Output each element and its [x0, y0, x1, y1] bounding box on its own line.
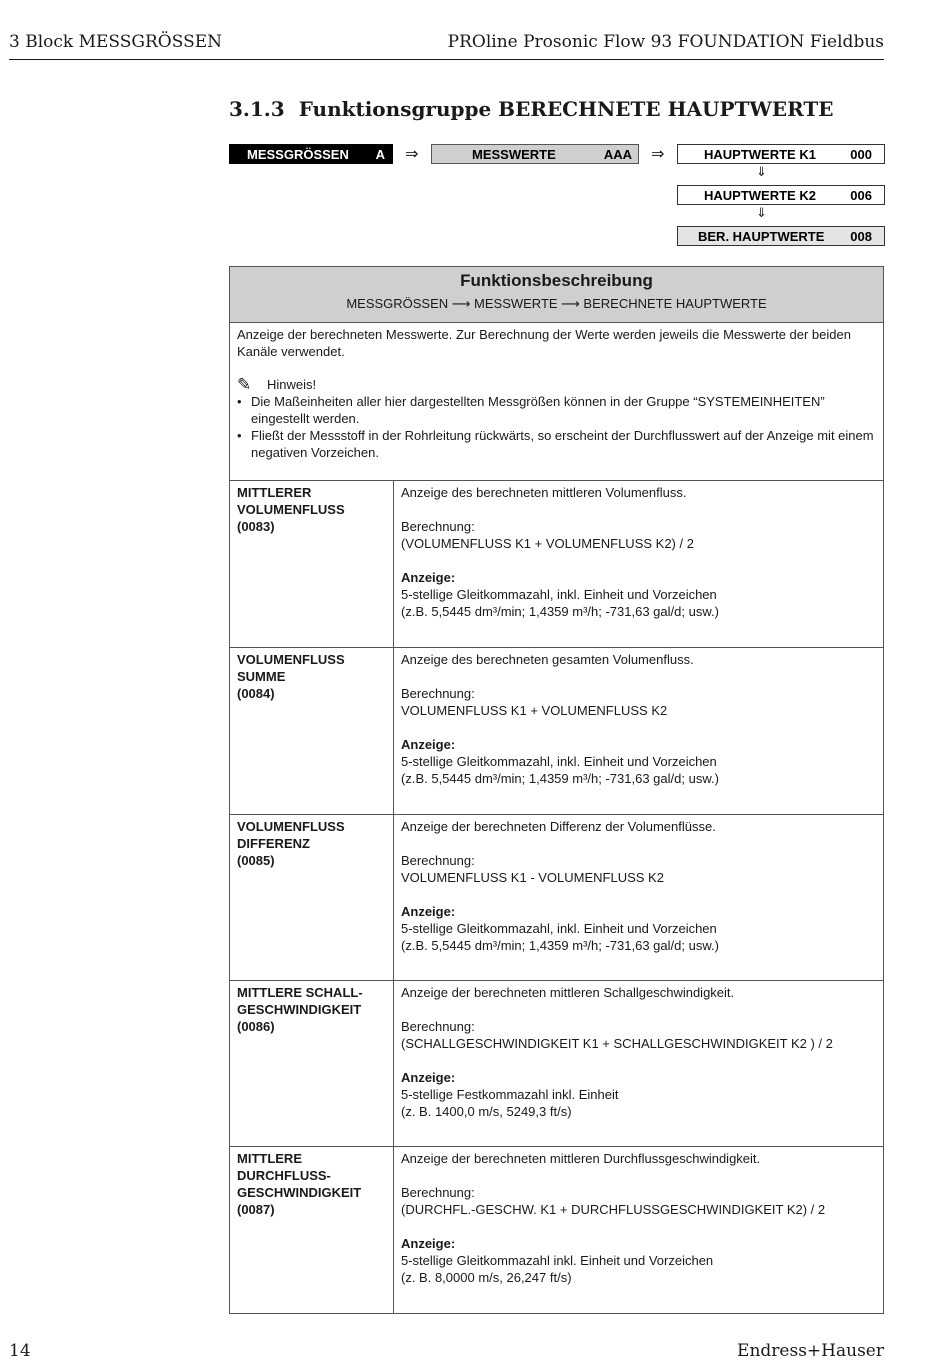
calc-label: Berechnung:: [401, 853, 475, 868]
function-desc-text: Anzeige der berechneten Differenz der Volumenflüsse.: [401, 819, 716, 834]
nav-block-label: MESSGRÖSSEN: [247, 146, 349, 162]
function-code: (0087): [237, 1202, 275, 1217]
arrow-down-icon: ⇓: [756, 205, 767, 220]
function-desc-text: Anzeige der berechneten mittleren Durchflussgeschwindigkeit.: [401, 1151, 761, 1166]
function-name: [230, 1147, 394, 1313]
table-row: [230, 981, 883, 1147]
display-example: (z. B. 8,0000 m/s, 26,247 ft/s): [401, 1270, 572, 1285]
display-format: 5-stellige Festkommazahl inkl. Einheit: [401, 1087, 619, 1102]
function-name-line: VOLUMENFLUSS: [237, 652, 345, 667]
function-code: (0086): [237, 1019, 275, 1034]
function-desc-text: Anzeige der berechneten mittleren Schallgeschwindigkeit.: [401, 985, 735, 1000]
function-name-line: SUMME: [237, 669, 286, 684]
function-name-line: MITTLERER: [237, 485, 312, 500]
function-code: (0084): [237, 686, 275, 701]
nav-group-messwerte: [431, 144, 639, 164]
section-title-text: Funktionsgruppe BERECHNETE HAUPTWERTE: [298, 97, 834, 121]
table-title: Funktionsbeschreibung: [460, 271, 653, 290]
running-header-product: PROline Prosonic Flow 93 FOUNDATION Fieldbus: [447, 32, 884, 52]
nav-block-messgroessen: [229, 144, 393, 164]
nav-item-hauptwerte-k2: [677, 185, 885, 205]
function-desc-text: Anzeige des berechneten mittleren Volumenfluss.: [401, 485, 687, 500]
display-example: (z.B. 5,5445 dm³/min; 1,4359 m³/h; -731,63 gal/d; usw.): [401, 771, 719, 786]
calc-formula: (SCHALLGESCHWINDIGKEIT K1 + SCHALLGESCHWINDIGKEIT K2 ) / 2: [401, 1036, 833, 1051]
display-format: 5-stellige Gleitkommazahl, inkl. Einheit und Vorzeichen: [401, 921, 717, 936]
intro-text: Anzeige der berechneten Messwerte. Zur Berechnung der Werte werden jeweils die Messwerte der beiden Kanäle verwendet.: [237, 327, 851, 359]
function-code: (0083): [237, 519, 275, 534]
display-label: Anzeige:: [401, 1236, 456, 1251]
table-row: [230, 815, 883, 981]
section-title: [229, 97, 834, 121]
display-format: 5-stellige Gleitkommazahl, inkl. Einheit und Vorzeichen: [401, 587, 717, 602]
function-name-line: VOLUMENFLUSS: [237, 819, 345, 834]
list-item: • Fließt der Messstoff in der Rohrleitung rückwärts, so erscheint der Durchflusswert auf der Anzeige mit einem negativen Vorzeichen.: [237, 427, 876, 461]
nav-item-label: HAUPTWERTE K2: [704, 187, 816, 203]
nav-item-hauptwerte-k1: [677, 144, 885, 164]
function-description: [394, 1147, 883, 1313]
calc-label: Berechnung:: [401, 1185, 475, 1200]
calc-formula: VOLUMENFLUSS K1 - VOLUMENFLUSS K2: [401, 870, 664, 885]
display-format: 5-stellige Gleitkommazahl inkl. Einheit und Vorzeichen: [401, 1253, 714, 1268]
function-name-line: VOLUMENFLUSS: [237, 502, 345, 517]
running-header-chapter: 3 Block MESSGRÖSSEN: [9, 32, 223, 52]
function-name-line: GESCHWINDIGKEIT: [237, 1185, 362, 1200]
function-name-line: DURCHFLUSS-: [237, 1168, 331, 1183]
function-name: [230, 648, 394, 814]
function-name: [230, 981, 394, 1146]
arrow-down-icon: ⇓: [756, 164, 767, 179]
list-item: • Die Maßeinheiten aller hier dargestellten Messgrößen können in der Gruppe “SYSTEMEINHEITEN” eingestellt werden.: [237, 393, 876, 427]
nav-group-label: MESSWERTE: [472, 146, 556, 162]
function-description: [394, 648, 883, 814]
table-header: [230, 267, 883, 323]
display-label: Anzeige:: [401, 904, 456, 919]
table-intro: [230, 323, 883, 481]
function-description: [394, 815, 883, 980]
brand-logo: Endress+Hauser: [737, 1341, 884, 1361]
nav-group-code: AAA: [603, 146, 632, 162]
function-name-line: MITTLERE: [237, 1151, 302, 1166]
calc-label: Berechnung:: [401, 519, 475, 534]
arrow-right-icon: ⇒: [651, 146, 665, 163]
function-name-line: GESCHWINDIGKEIT: [237, 1002, 362, 1017]
function-desc-text: Anzeige des berechneten gesamten Volumenfluss.: [401, 652, 694, 667]
arrow-right-icon: ⇒: [405, 146, 419, 163]
calc-formula: (VOLUMENFLUSS K1 + VOLUMENFLUSS K2) / 2: [401, 536, 694, 551]
function-code: (0085): [237, 853, 275, 868]
hint-heading: [237, 376, 876, 393]
nav-item-label: BER. HAUPTWERTE: [698, 228, 825, 244]
header-rule: [9, 59, 884, 60]
section-number: 3.1.3: [229, 97, 285, 121]
calc-formula: VOLUMENFLUSS K1 + VOLUMENFLUSS K2: [401, 703, 668, 718]
calc-label: Berechnung:: [401, 1019, 475, 1034]
function-name: [230, 481, 394, 647]
table-path: MESSGRÖSSEN ⟶ MESSWERTE ⟶ BERECHNETE HAUPTWERTE: [346, 296, 767, 311]
display-label: Anzeige:: [401, 570, 456, 585]
table-row: [230, 481, 883, 648]
hint-text: Die Maßeinheiten aller hier dargestellten Messgrößen können in der Gruppe “SYSTEMEINHEITEN” eingestellt werden.: [251, 394, 825, 426]
function-description: [394, 481, 883, 647]
nav-item-code: 000: [850, 146, 872, 162]
hint-text: Fließt der Messstoff in der Rohrleitung rückwärts, so erscheint der Durchflusswert auf der Anzeige mit einem negativen Vorzeichen.: [251, 428, 874, 460]
page-number: 14: [9, 1341, 31, 1361]
nav-item-ber-hauptwerte: [677, 226, 885, 246]
function-name-line: MITTLERE SCHALL-: [237, 985, 363, 1000]
hint-label: Hinweis!: [267, 377, 317, 392]
nav-item-code: 006: [850, 187, 872, 203]
table-row: [230, 1147, 883, 1313]
calc-label: Berechnung:: [401, 686, 475, 701]
nav-item-label: HAUPTWERTE K1: [704, 146, 816, 162]
calc-formula: (DURCHFL.-GESCHW. K1 + DURCHFLUSSGESCHWINDIGKEIT K2) / 2: [401, 1202, 826, 1217]
display-format: 5-stellige Gleitkommazahl, inkl. Einheit und Vorzeichen: [401, 754, 717, 769]
display-label: Anzeige:: [401, 737, 456, 752]
display-label: Anzeige:: [401, 1070, 456, 1085]
display-example: (z. B. 1400,0 m/s, 5249,3 ft/s): [401, 1104, 572, 1119]
function-name: [230, 815, 394, 980]
display-example: (z.B. 5,5445 dm³/min; 1,4359 m³/h; -731,63 gal/d; usw.): [401, 604, 719, 619]
function-name-line: DIFFERENZ: [237, 836, 310, 851]
function-description: [394, 981, 883, 1146]
pencil-icon: ✎: [237, 375, 252, 394]
nav-block-code: A: [375, 146, 385, 162]
function-description-table: [229, 266, 884, 1314]
table-row: [230, 648, 883, 815]
nav-item-code: 008: [850, 228, 872, 244]
display-example: (z.B. 5,5445 dm³/min; 1,4359 m³/h; -731,63 gal/d; usw.): [401, 938, 719, 953]
